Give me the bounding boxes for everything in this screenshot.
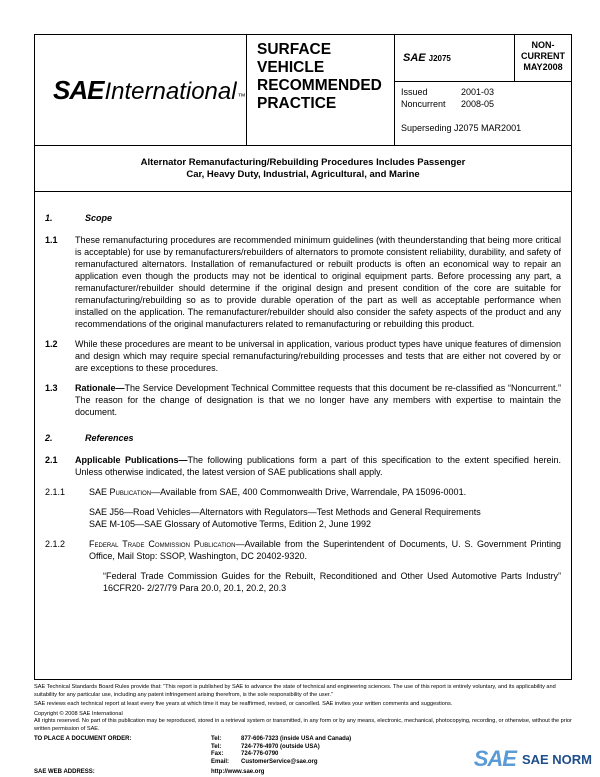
paragraph-number: 1.1 <box>45 235 58 245</box>
tel2-label: Tel: <box>211 743 222 750</box>
info-top <box>395 35 571 82</box>
paragraph-number: 1.2 <box>45 339 58 349</box>
noncurrent-value: 2008-05 <box>461 99 495 109</box>
section-number: 2. <box>45 433 53 443</box>
reference-list <box>89 506 561 530</box>
watermark-norm: SAE NORM <box>521 751 592 767</box>
sae-norm-watermark <box>474 746 592 772</box>
reference-ftc: “Federal Trade Commission Guides for the Rebuilt, Reconditioned and Other Used Automotive Parts Industry” 16CFR20- 2/27/79 Para 20.0, 20.1, 20.2, 20.3 <box>103 571 561 593</box>
copyright-text: Copyright © 2008 SAE International <box>34 710 123 717</box>
tel1: 877-606-7323 (inside USA and Canada) <box>241 736 352 742</box>
issued-value: 2001-03 <box>461 87 495 97</box>
paragraph-text <box>89 538 561 562</box>
paragraph-number: 2.1.2 <box>45 539 66 549</box>
document-body <box>34 192 572 680</box>
tel2: 724-776-4970 (outside USA) <box>241 743 320 750</box>
noncurrent-label: Noncurrent <box>401 99 446 109</box>
paragraph-text <box>75 454 561 478</box>
paragraph-number: 2.1 <box>45 455 58 465</box>
paragraph-1-3 <box>45 382 561 418</box>
logo-cell <box>35 35 247 145</box>
paragraph-number: 1.3 <box>45 383 58 393</box>
email-link[interactable]: CustomerService@sae.org <box>241 758 318 765</box>
tel-label: Tel: <box>211 736 222 742</box>
footer-rights: All rights reserved. No part of this publication may be reproduced, stored in a retrieval system or transmitted, in any form or by any means, electronic, mechanical, photocopying, recording, or otherwise, without the prior written permission of SAE. <box>34 718 572 732</box>
paragraph-body: —Available from the Superintendent of Documents, U. S. Government Printing Office, Mail Stop: SSOP, Washington, DC 20402-9320. <box>89 539 561 561</box>
superseding: Superseding J2075 MAR2001 <box>401 123 522 133</box>
document-page <box>34 34 572 777</box>
section-heading-scope <box>45 212 561 224</box>
section-heading-references <box>45 432 561 444</box>
paragraph-text: While these procedures are meant to be universal in application, various product types have unique features of dimension and design which may require special remanufacturing/rebuilding processes and tests that are either not covered by or are exceptions to these procedures. <box>75 339 561 373</box>
paragraph-1-2 <box>45 338 561 374</box>
issued-label: Issued <box>401 87 428 97</box>
reference-j56: SAE J56—Road Vehicles—Alternators with Regulators—Test Methods and General Requirements <box>89 507 481 517</box>
paragraph-2-1 <box>45 454 561 478</box>
watermark-sae: SAE <box>473 746 516 771</box>
status-badge: NON- CURRENT MAY2008 <box>521 40 565 72</box>
footer-rules: SAE Technical Standards Board Rules provide that: “This report is published by SAE to advance the state of technical and engineering sciences. The use of this report is entirely voluntary, and its applicability and suitability for any particular use, including any patent infringement arising therefrom, is the sole responsibility of the user.” <box>34 684 556 698</box>
paragraph-number: 2.1.1 <box>45 487 66 497</box>
paragraph-lead: Rationale— <box>75 383 125 393</box>
web-link[interactable]: http://www.sae.org <box>211 769 265 775</box>
fax: 724-776-0790 <box>241 751 279 757</box>
section-number: 1. <box>45 213 53 223</box>
sae-international-logo <box>53 75 246 106</box>
logo-international: International <box>104 77 237 105</box>
reference-m105: SAE M-105—SAE Glossary of Automotive Terms, Edition 2, June 1992 <box>89 519 371 529</box>
info-bottom <box>395 82 571 134</box>
paragraph-body: The following publications form a part of this specification to the extent specified herein. Unless otherwise indicated, the latest version of SAE publications shall apply. <box>75 455 561 477</box>
document-type: SURFACE VEHICLE RECOMMENDED PRACTICE <box>247 35 395 145</box>
web-label: SAE WEB ADDRESS: <box>34 769 95 775</box>
paragraph-1-1 <box>45 234 561 330</box>
section-title: Scope <box>85 213 113 223</box>
paragraph-lead: Federal Trade Commission Publication <box>89 539 236 549</box>
document-number <box>395 35 515 81</box>
section-title: References <box>85 433 134 443</box>
logo-tm: ™ <box>237 91 246 101</box>
paragraph-text <box>75 382 561 418</box>
paragraph-text: These remanufacturing procedures are recommended minimum guidelines (with theunderstanding that being more critical is acceptable) for use by remanufacturers/rebuilders of alternators to promote consistent reliability, durability, and safety of remanufactured alternators. Installation of remanufactured or rebuilt products is often an economical way to repair an application even though the products may not be identical to original equipment parts. Before processing any part, a remanufacturer/rebuilder should determine if the original design and present condition of the core are suitable for remanufacturing/rebuilding so as to provide durable operation of the part as well as acceptable performance when installed on the application. The remanufacturer/rebuilder should also consider the safety aspects of the product and any recommendations of the original manufacturers related to remanufacturing or rebuilding this product. <box>75 235 561 329</box>
document-info <box>395 35 571 145</box>
title-text: Alternator Remanufacturing/Rebuilding Procedures Includes Passenger Car, Heavy Duty, Industrial, Agricultural, and Marine <box>140 156 466 180</box>
logo-sae: SAE <box>53 74 104 105</box>
paragraph-2-1-2 <box>45 538 561 562</box>
email-label: Email: <box>211 758 230 765</box>
paragraph-lead: Applicable Publications— <box>75 455 188 465</box>
document-title <box>34 146 572 192</box>
document-header <box>34 34 572 146</box>
paragraph-text <box>89 486 561 498</box>
doc-number: J2075 <box>428 53 451 63</box>
order-label: TO PLACE A DOCUMENT ORDER: <box>34 736 132 742</box>
footer-review: SAE reviews each technical report at least every five years at which time it may be reaffirmed, revised, or cancelled. SAE invites your written comments and suggestions. <box>34 701 453 707</box>
paragraph-lead: SAE Publication <box>89 487 152 497</box>
paragraph-body: —Available from SAE, 400 Commonwealth Drive, Warrendale, PA 15096-0001. <box>151 487 467 497</box>
doc-prefix: SAE <box>403 52 426 64</box>
footer-copyright <box>34 711 572 719</box>
paragraph-2-1-1 <box>45 486 561 498</box>
fax-label: Fax: <box>211 751 224 757</box>
paragraph-body: The Service Development Technical Committee requests that this document be re-classified as “Noncurrent.” The reason for the change of designation is that we no longer have any members with expertise to maintain the document. <box>75 383 561 417</box>
